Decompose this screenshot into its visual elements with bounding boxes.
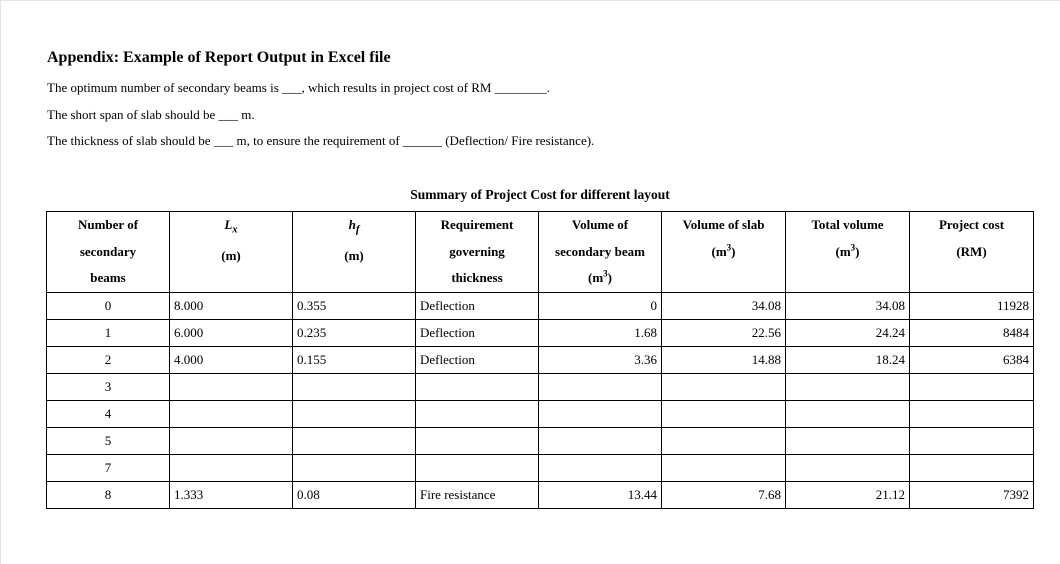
cell-lx: 8.000 xyxy=(170,293,293,320)
cell-volume-secondary-beam xyxy=(539,455,662,482)
cell-hf xyxy=(293,401,416,428)
cell-requirement: Deflection xyxy=(416,347,539,374)
cell-total-volume: 18.24 xyxy=(786,347,910,374)
table-row xyxy=(47,320,1034,347)
optimum-beams-sentence: The optimum number of secondary beams is ___, which results in project cost of RM ________. xyxy=(47,80,550,95)
header-vtot-unit-close: ) xyxy=(855,243,860,259)
cell-lx: 4.000 xyxy=(170,347,293,374)
cell-requirement xyxy=(416,428,539,455)
cell-beams: 4 xyxy=(47,401,170,428)
cell-requirement xyxy=(416,455,539,482)
header-hf-symbol: h xyxy=(348,217,356,232)
table-row xyxy=(47,401,1034,428)
cell-beams: 3 xyxy=(47,374,170,401)
header-volume-slab xyxy=(662,212,786,293)
cell-lx: 6.000 xyxy=(170,320,293,347)
cell-requirement: Fire resistance xyxy=(416,482,539,509)
cell-volume-slab: 14.88 xyxy=(662,347,786,374)
cell-beams: 2 xyxy=(47,347,170,374)
cell-volume-slab: 34.08 xyxy=(662,293,786,320)
cell-beams: 7 xyxy=(47,455,170,482)
cell-total-volume xyxy=(786,455,910,482)
page-edge-top xyxy=(0,0,1060,1)
header-vsb-line-2: secondary beam xyxy=(555,243,645,259)
cell-lx: 1.333 xyxy=(170,482,293,509)
cell-volume-slab xyxy=(662,455,786,482)
cell-project-cost xyxy=(910,428,1034,455)
cell-project-cost: 6384 xyxy=(910,347,1034,374)
cell-volume-slab xyxy=(662,428,786,455)
cell-volume-secondary-beam: 3.36 xyxy=(539,347,662,374)
header-req-line-2: governing xyxy=(449,243,505,259)
header-number-of-beams xyxy=(47,212,170,293)
header-lx xyxy=(170,212,293,293)
table-header-row xyxy=(47,212,1034,293)
project-cost-table xyxy=(46,211,1034,509)
cell-hf xyxy=(293,428,416,455)
cell-hf: 0.08 xyxy=(293,482,416,509)
header-lx-unit: (m) xyxy=(221,248,241,264)
header-vsb-unit-close: ) xyxy=(607,270,612,285)
header-vsb-unit-open: (m xyxy=(587,270,604,285)
cell-volume-secondary-beam xyxy=(539,401,662,428)
header-vslab-unit-exp: 3 xyxy=(726,242,732,253)
table-row xyxy=(47,428,1034,455)
slab-thickness-sentence: The thickness of slab should be ___ m, to ensure the requirement of ______ (Deflection/ Fire resistance). xyxy=(47,133,595,148)
cell-project-cost xyxy=(910,374,1034,401)
header-vslab-unit-close: ) xyxy=(731,243,736,259)
cell-hf: 0.155 xyxy=(293,347,416,374)
cell-project-cost xyxy=(910,401,1034,428)
header-volume-secondary-beam xyxy=(539,212,662,293)
cell-hf: 0.355 xyxy=(293,293,416,320)
header-vtot-unit-exp: 3 xyxy=(850,242,856,253)
table-caption: Summary of Project Cost for different layout xyxy=(410,187,670,202)
header-vtot-line-1: Total volume xyxy=(811,217,884,232)
table-row xyxy=(47,374,1034,401)
cell-volume-slab xyxy=(662,401,786,428)
cell-project-cost: 11928 xyxy=(910,293,1034,320)
cell-volume-secondary-beam: 0 xyxy=(539,293,662,320)
cell-lx xyxy=(170,374,293,401)
header-hf xyxy=(293,212,416,293)
header-total-volume xyxy=(786,212,910,293)
cell-project-cost xyxy=(910,455,1034,482)
cell-beams: 1 xyxy=(47,320,170,347)
cell-lx xyxy=(170,455,293,482)
cell-beams: 8 xyxy=(47,482,170,509)
header-hf-unit: (m) xyxy=(344,248,364,264)
short-span-sentence: The short span of slab should be ___ m. xyxy=(47,107,255,122)
cell-volume-secondary-beam: 1.68 xyxy=(539,320,662,347)
header-req-line-1: Requirement xyxy=(440,217,514,232)
appendix-heading: Appendix: Example of Report Output in Excel file xyxy=(47,49,391,66)
cell-requirement xyxy=(416,374,539,401)
cell-beams: 0 xyxy=(47,293,170,320)
cell-requirement: Deflection xyxy=(416,293,539,320)
cell-volume-secondary-beam: 13.44 xyxy=(539,482,662,509)
cell-volume-slab: 22.56 xyxy=(662,320,786,347)
header-cost-line-1: Project cost xyxy=(938,217,1005,232)
cell-requirement xyxy=(416,401,539,428)
header-cost-line-2: (RM) xyxy=(956,243,987,259)
cell-hf: 0.235 xyxy=(293,320,416,347)
cell-volume-secondary-beam xyxy=(539,374,662,401)
header-project-cost xyxy=(910,212,1034,293)
cell-volume-secondary-beam xyxy=(539,428,662,455)
cell-volume-slab xyxy=(662,374,786,401)
cell-hf xyxy=(293,374,416,401)
table-row xyxy=(47,455,1034,482)
header-lx-symbol: L xyxy=(224,217,233,232)
header-vslab-unit-open: (m xyxy=(711,243,727,259)
header-lx-subscript: x xyxy=(232,223,238,236)
header-hf-subscript: f xyxy=(355,223,360,236)
cell-beams: 5 xyxy=(47,428,170,455)
cell-total-volume xyxy=(786,401,910,428)
cell-hf xyxy=(293,455,416,482)
table-row xyxy=(47,347,1034,374)
cell-lx xyxy=(170,428,293,455)
cell-total-volume xyxy=(786,374,910,401)
header-vsb-unit-exp: 3 xyxy=(603,268,608,279)
cell-total-volume xyxy=(786,428,910,455)
page-edge-left xyxy=(0,0,1,564)
header-vtot-unit-open: (m xyxy=(835,243,851,259)
table-row xyxy=(47,293,1034,320)
header-vslab-line-1: Volume of slab xyxy=(682,217,765,232)
cell-lx xyxy=(170,401,293,428)
cell-requirement: Deflection xyxy=(416,320,539,347)
header-vsb-line-1: Volume of xyxy=(571,217,629,232)
cell-project-cost: 8484 xyxy=(910,320,1034,347)
cell-total-volume: 21.12 xyxy=(786,482,910,509)
cell-project-cost: 7392 xyxy=(910,482,1034,509)
cell-total-volume: 34.08 xyxy=(786,293,910,320)
header-beams-line-3: beams xyxy=(90,270,126,285)
cell-total-volume: 24.24 xyxy=(786,320,910,347)
table-row xyxy=(47,482,1034,509)
header-req-line-3: thickness xyxy=(451,270,503,285)
header-beams-line-1: Number of xyxy=(77,217,139,232)
cell-volume-slab: 7.68 xyxy=(662,482,786,509)
header-beams-line-2: secondary xyxy=(79,243,137,259)
header-requirement xyxy=(416,212,539,293)
